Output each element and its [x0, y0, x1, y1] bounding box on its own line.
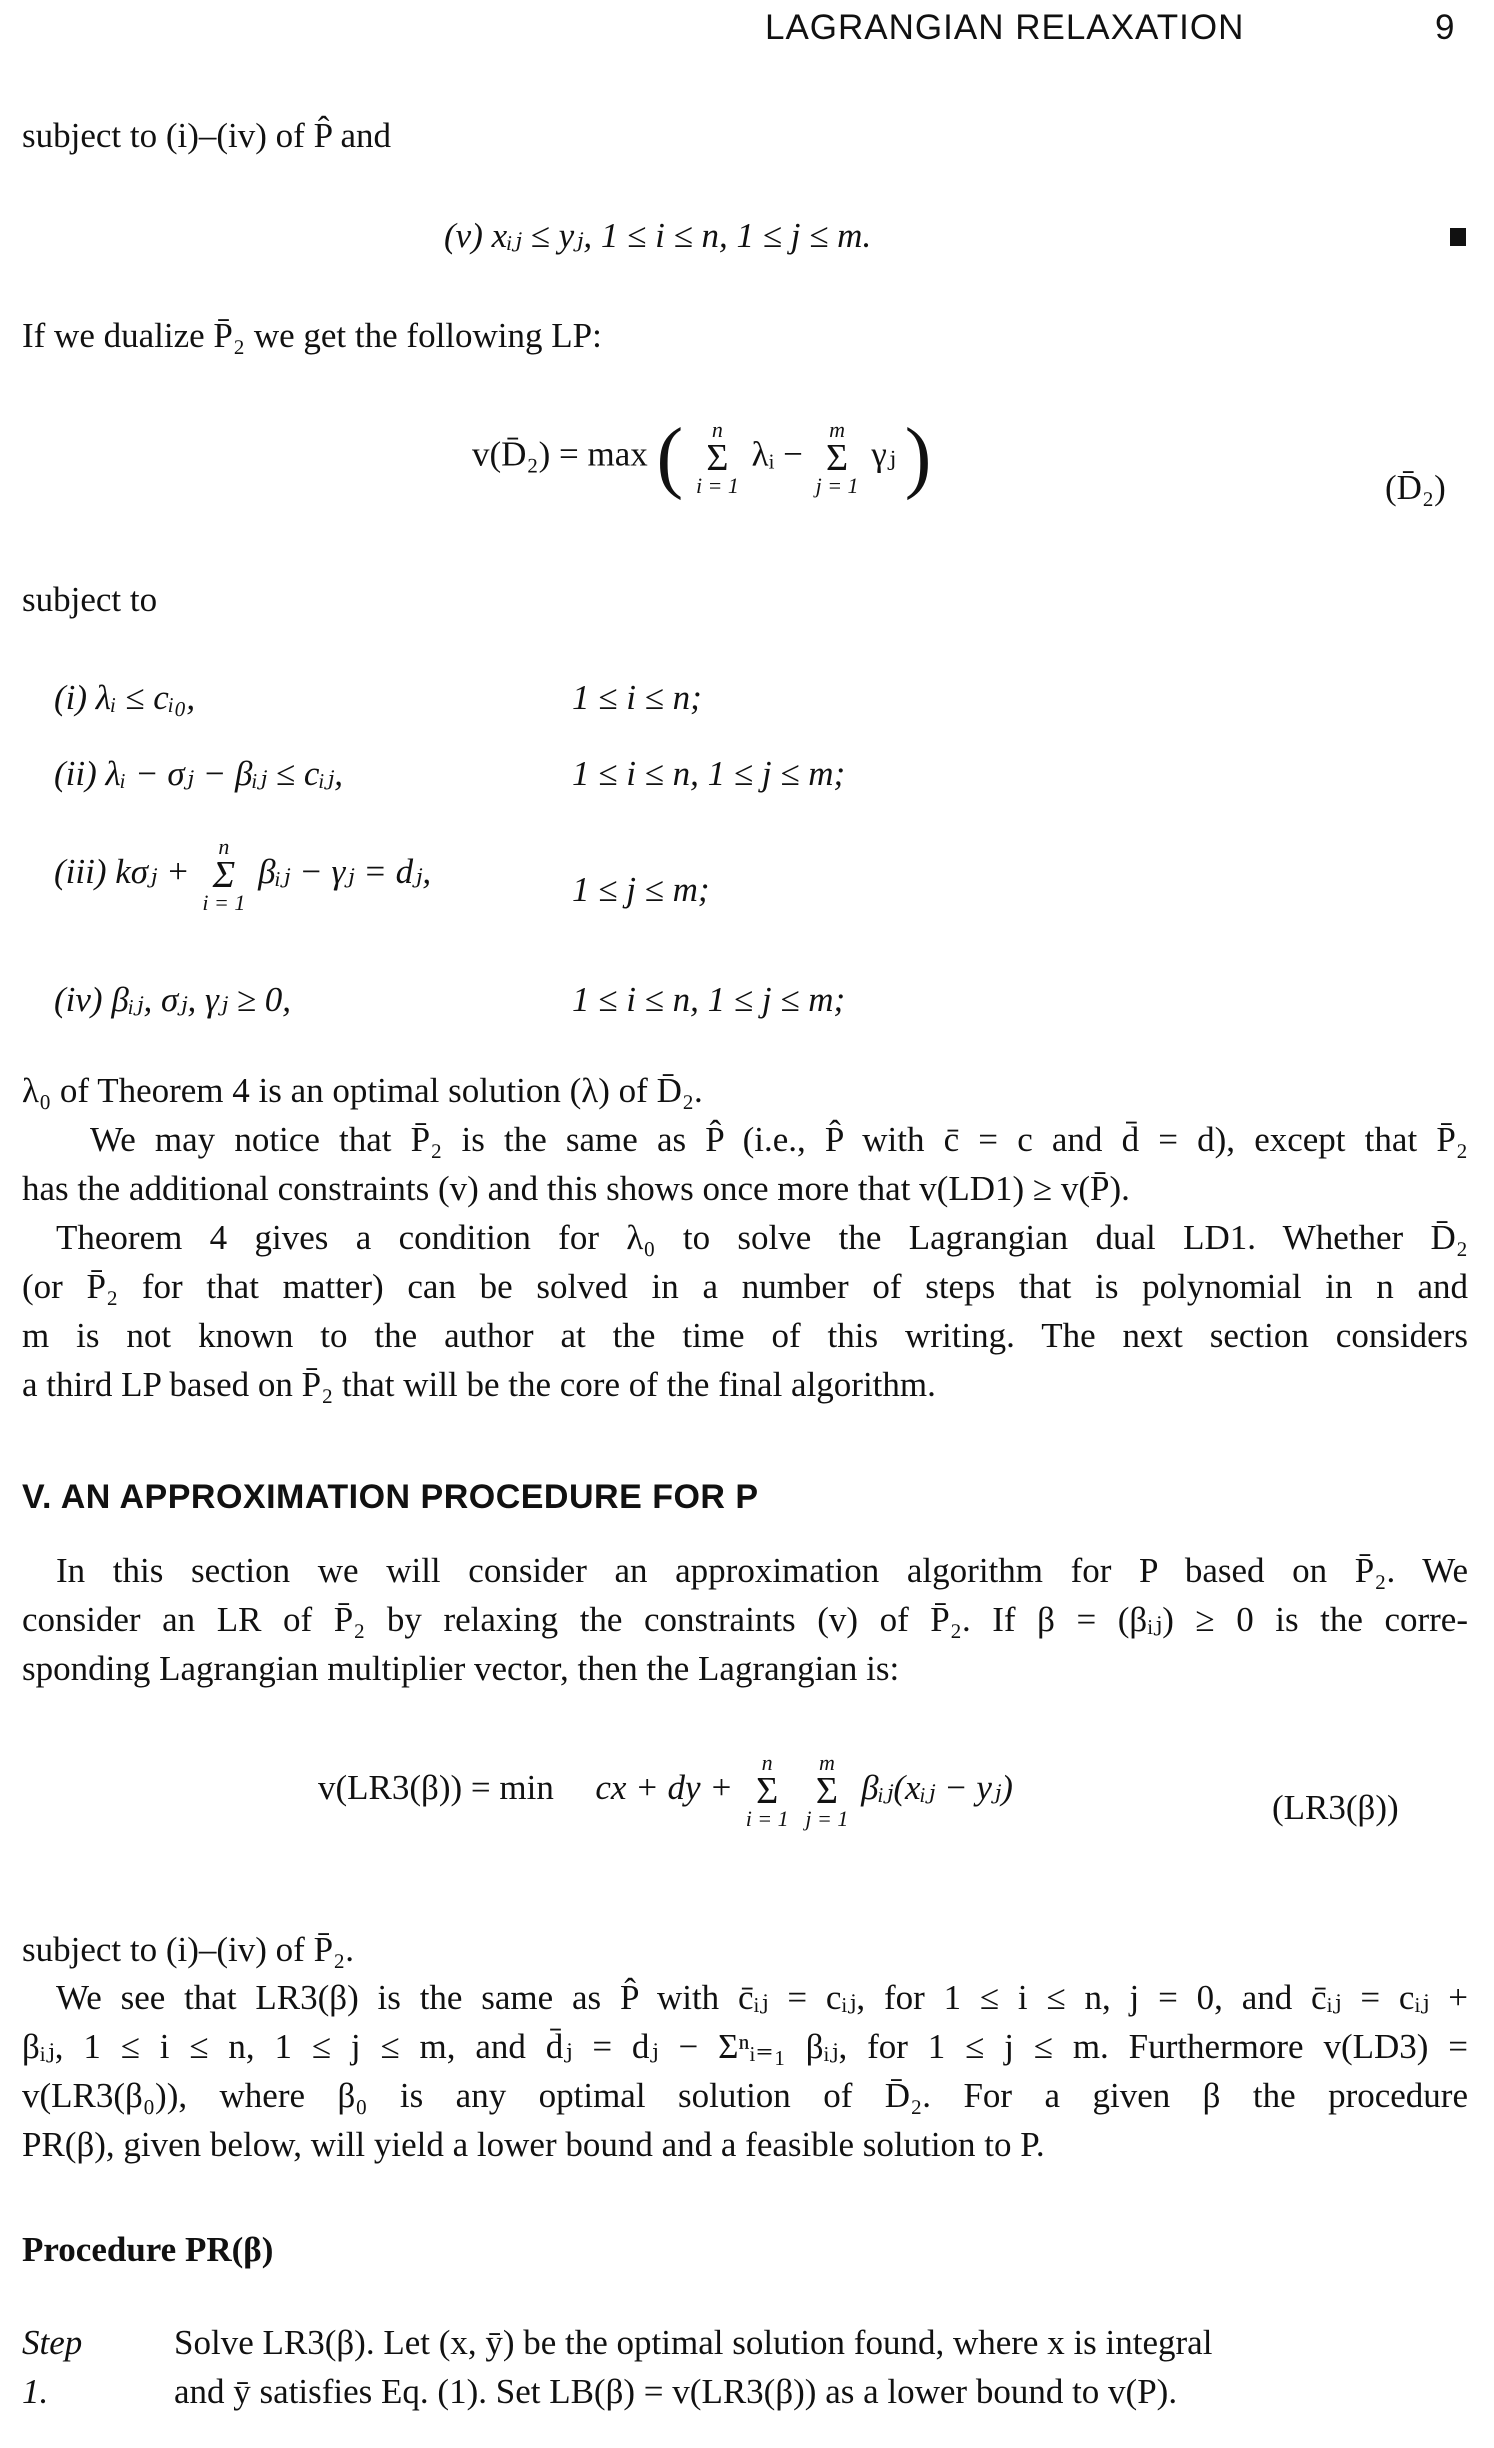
paragraph-line: (or P̄₂ for that matter) can be solved in a number of steps that is polynomial in n and — [22, 1267, 1468, 1306]
sum-upper-limit: n — [761, 1750, 773, 1775]
sum-lower-limit: j = 1 — [805, 1806, 849, 1831]
summation — [815, 416, 859, 498]
sum-upper-limit: n — [218, 834, 230, 859]
paragraph-line: sponding Lagrangian multiplier vector, then the Lagrangian is: — [22, 1649, 900, 1688]
step-label: Step 1. — [22, 2323, 83, 2411]
constraint-ii: (ii) λᵢ − σⱼ − βᵢⱼ ≤ cᵢⱼ, — [54, 754, 343, 793]
summation — [746, 1752, 789, 1830]
paragraph-line: We see that LR3(β) is the same as P̂ with c̄ᵢⱼ = cᵢⱼ, for 1 ≤ i ≤ n, j = 0, and c̄ᵢⱼ = cᵢⱼ + — [56, 1978, 1468, 2017]
equation-term: cx + dy + — [595, 1768, 733, 1808]
sigma-symbol: Σ — [815, 1770, 838, 1812]
constraint-iii-range: 1 ≤ j ≤ m; — [572, 870, 710, 909]
sigma-symbol: Σ — [756, 1770, 779, 1812]
text-line: subject to — [22, 580, 158, 619]
sum-lower-limit: j = 1 — [815, 472, 859, 498]
constraint-i-range: 1 ≤ i ≤ n; — [572, 678, 702, 717]
constraint-v: (v) xᵢⱼ ≤ yⱼ, 1 ≤ i ≤ n, 1 ≤ j ≤ m. — [444, 216, 872, 255]
equation-lhs: v(D̄₂) = max — [472, 434, 648, 474]
equation-tag: (D̄₂) — [1385, 468, 1446, 507]
text-line: If we dualize P̄₂ we get the following LP: — [22, 316, 602, 355]
sum-lower-limit: i = 1 — [202, 890, 246, 915]
paragraph — [22, 1973, 1468, 2169]
sigma-symbol: Σ — [826, 436, 849, 479]
equation-lr3 — [318, 1752, 1013, 1830]
equation-term: λᵢ − — [751, 434, 803, 474]
paragraph-line: m is not known to the author at the time of this writing. The next section considers — [22, 1316, 1468, 1355]
equation-term: βᵢⱼ − γⱼ = dⱼ, — [258, 852, 432, 892]
text-line: subject to (i)–(iv) of P̄₂. — [22, 1930, 355, 1969]
equation-d2 — [472, 412, 931, 503]
paragraph — [22, 1213, 1468, 1409]
sum-lower-limit: i = 1 — [695, 472, 739, 498]
step-line: and ȳ satisfies Eq. (1). Set LB(β) = v(LR3(β)) as a lower bound to v(P). — [174, 2372, 1178, 2411]
step-line: Solve LR3(β). Let (x, ȳ) be the optimal solution found, where x is integral — [174, 2323, 1213, 2362]
constraint-iii — [54, 836, 431, 914]
step-body — [174, 2318, 1468, 2416]
constraint-iv: (iv) βᵢⱼ, σⱼ, γⱼ ≥ 0, — [54, 980, 292, 1019]
paragraph-line: v(LR3(β₀)), where β₀ is any optimal solution of D̄₂. For a given β the procedure — [22, 2076, 1468, 2115]
constraint-iv-range: 1 ≤ i ≤ n, 1 ≤ j ≤ m; — [572, 980, 846, 1019]
paragraph — [22, 1546, 1468, 1693]
paren-close: ) — [904, 413, 932, 501]
paragraph-line: λ₀ of Theorem 4 is an optimal solution (λ) of D̄₂. — [22, 1071, 703, 1110]
paragraph-line: PR(β), given below, will yield a lower bound and a feasible solution to P. — [22, 2125, 1045, 2164]
constraint-i: (i) λᵢ ≤ cᵢ₀, — [54, 678, 196, 717]
running-header: LAGRANGIAN RELAXATION — [765, 8, 1245, 47]
paragraph-line: has the additional constraints (v) and this shows once more that v(LD1) ≥ v(P̄). — [22, 1169, 1130, 1208]
equation-term: βᵢⱼ(xᵢⱼ − yⱼ) — [861, 1768, 1013, 1808]
end-of-proof-mark — [1450, 228, 1466, 246]
paren-open: ( — [656, 413, 684, 501]
summation — [695, 416, 739, 498]
equation-term: γⱼ — [871, 434, 897, 474]
page-number: 9 — [1435, 8, 1455, 47]
text-line: subject to (i)–(iv) of P̂ and — [22, 116, 392, 155]
equation-term: (iii) kσⱼ + — [54, 852, 190, 892]
sum-lower-limit: i = 1 — [745, 1806, 789, 1831]
constraint-ii-range: 1 ≤ i ≤ n, 1 ≤ j ≤ m; — [572, 754, 846, 793]
sum-upper-limit: m — [818, 1750, 835, 1775]
paragraph-line: a third LP based on P̄₂ that will be the core of the final algorithm. — [22, 1365, 936, 1404]
section-heading: V. AN APPROXIMATION PROCEDURE FOR P — [22, 1478, 759, 1516]
paragraph — [22, 1066, 1468, 1213]
sigma-symbol: Σ — [706, 436, 729, 479]
paragraph-line: βᵢⱼ, 1 ≤ i ≤ n, 1 ≤ j ≤ m, and d̄ⱼ = dⱼ − Σⁿᵢ₌₁ βᵢⱼ, for 1 ≤ j ≤ m. Furthermore v(LD3) = — [22, 2027, 1468, 2066]
procedure-title: Procedure PR(β) — [22, 2230, 274, 2269]
equation-tag: (LR3(β)) — [1272, 1788, 1399, 1827]
sum-upper-limit: n — [711, 416, 723, 442]
sum-upper-limit: m — [829, 416, 846, 442]
paragraph-line: Theorem 4 gives a condition for λ₀ to solve the Lagrangian dual LD1. Whether D̄₂ — [56, 1218, 1468, 1257]
paragraph-line: We may notice that P̄₂ is the same as P̂ (i.e., P̂ with c̄ = c and d̄ = d), except that P̄₂ — [90, 1120, 1468, 1159]
summation — [202, 836, 245, 914]
paragraph-line: consider an LR of P̄₂ by relaxing the constraints (v) of P̄₂. If β = (βᵢⱼ) ≥ 0 is the corre- — [22, 1600, 1468, 1639]
summation — [805, 1752, 848, 1830]
sigma-symbol: Σ — [212, 854, 236, 896]
paragraph-line: In this section we will consider an approximation algorithm for P based on P̄₂. We — [56, 1551, 1468, 1590]
equation-lhs: v(LR3(β)) = min — [318, 1768, 554, 1808]
